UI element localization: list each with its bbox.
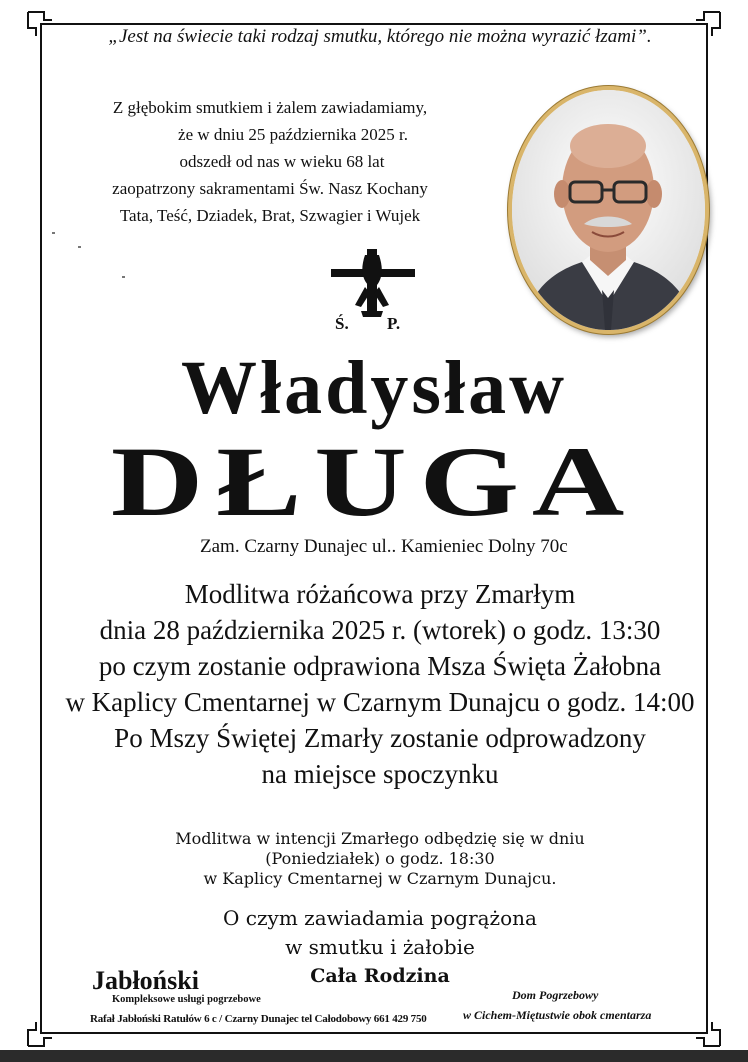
family-line: w smutku i żałobie	[285, 935, 475, 959]
family-signature-block	[200, 904, 560, 991]
ceremony-line: dnia 28 października 2025 r. (wtorek) o godz. 13:30	[99, 615, 661, 645]
prayer-line: (Poniedziałek) o godz. 18:30	[265, 849, 495, 868]
family-signature: Cała Rodzina	[310, 965, 450, 987]
cross-initial-left: Ś.	[335, 314, 349, 333]
ceremony-line: Po Mszy Świętej Zmarły zostanie odprowadzony	[114, 723, 646, 753]
funeral-home-location: w Cichem-Miętustwie obok cmentarza	[463, 1008, 652, 1022]
announcement-line: Z głębokim smutkiem i żalem zawiadamiamy,	[112, 98, 428, 117]
opening-quote: „Jest na świecie taki rodzaj smutku, którego nie można wyrazić łzami”.	[108, 26, 652, 47]
ceremony-line: w Kaplicy Cmentarnej w Czarnym Dunajcu o godz. 14:00	[65, 687, 695, 717]
corner-ornament-bottom-left	[26, 1020, 54, 1048]
announcement-line: odszedł od nas w wieku 68 lat	[179, 152, 385, 171]
ceremony-details	[40, 576, 720, 792]
deceased-first-name: Władysław	[181, 346, 567, 430]
ceremony-line: Modlitwa różańcowa przy Zmarłym	[184, 579, 576, 609]
print-speck	[52, 232, 55, 234]
announcement-line: że w dniu 25 października 2025 r.	[178, 125, 408, 144]
company-address: Rafał Jabłoński Ratułów 6 c / Czarny Dunajec tel Całodobowy 661 429 750	[90, 1013, 427, 1025]
portrait-of-deceased-icon	[512, 90, 705, 330]
deceased-last-name: DŁUGA	[110, 426, 638, 537]
company-logo-name: Jabłoński	[92, 966, 199, 995]
print-speck	[78, 246, 81, 248]
announcement-line: zaopatrzony sakramentami Św. Nasz Kochany	[112, 179, 428, 198]
company-subtitle: Kompleksowe usługi pogrzebowe	[112, 994, 261, 1005]
corner-ornament-top-left	[26, 10, 54, 38]
frame-bottom-line	[40, 1032, 708, 1034]
prayer-line: Modlitwa w intencji Zmarłego odbędzię się w dniu	[175, 829, 585, 848]
family-line: O czym zawiadamia pogrążona	[223, 906, 537, 930]
prayer-line: w Kaplicy Cmentarnej w Czarnym Dunajcu.	[203, 869, 557, 888]
deceased-address: Zam. Czarny Dunajec ul.. Kamieniec Dolny 70c	[200, 536, 568, 557]
prayer-notice	[70, 829, 690, 889]
print-speck	[122, 276, 125, 278]
ceremony-line: na miejsce spoczynku	[261, 759, 499, 789]
announcement-line: Tata, Teść, Dziadek, Brat, Szwagier i Wujek	[119, 206, 421, 225]
announcement-text	[70, 94, 470, 229]
cross-icon	[325, 247, 421, 335]
corner-ornament-bottom-right	[694, 1020, 722, 1048]
bottom-strip	[0, 1050, 748, 1062]
cross-initial-right: P.	[387, 314, 401, 333]
funeral-home-label: Dom Pogrzebowy	[512, 988, 599, 1002]
portrait-photo	[508, 86, 709, 334]
ceremony-line: po czym zostanie odprawiona Msza Święta Żałobna	[98, 651, 662, 681]
